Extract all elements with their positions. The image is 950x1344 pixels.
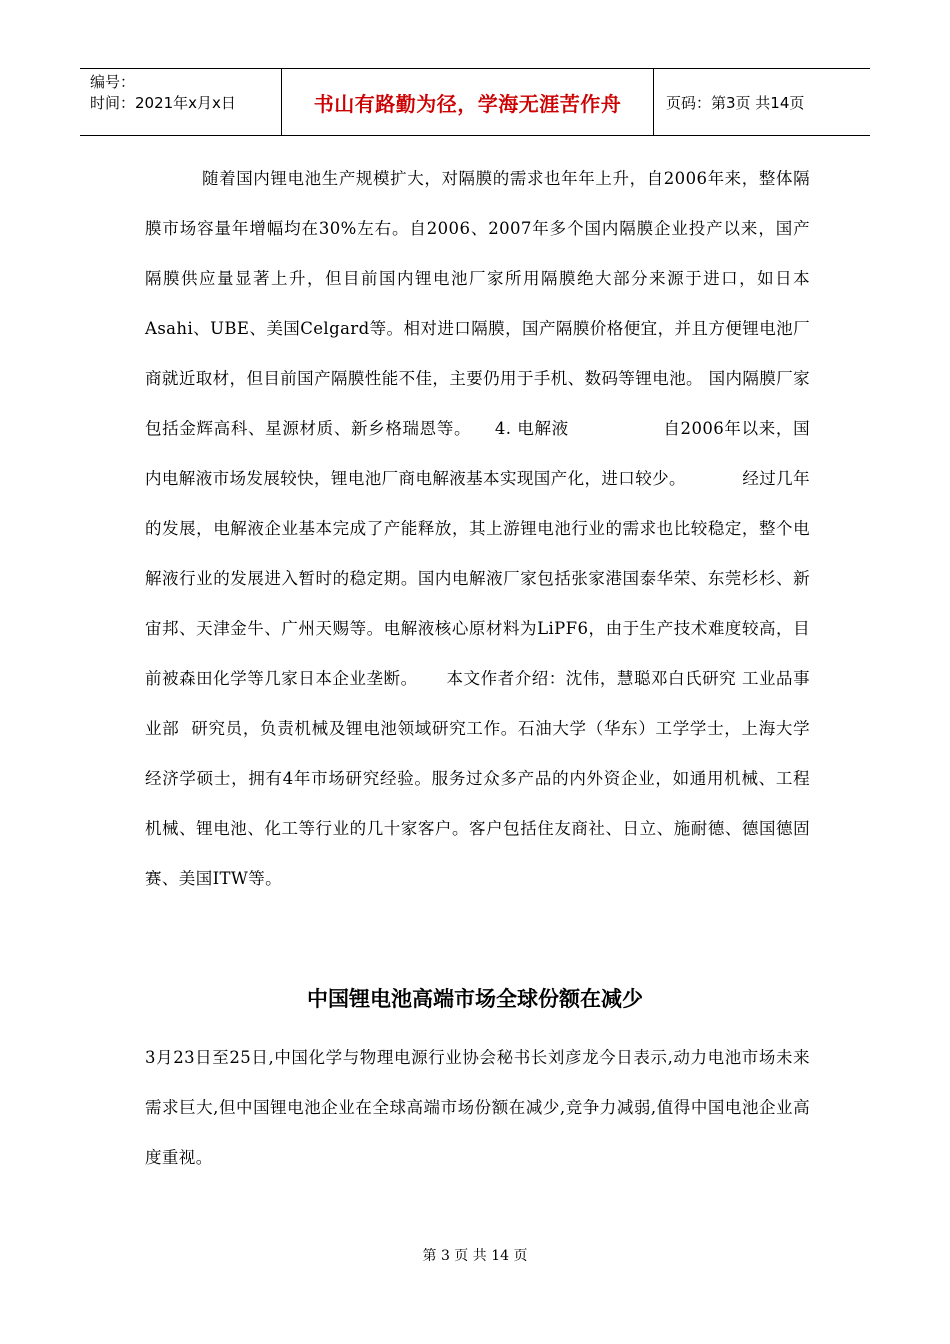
document-date: 时间：2021年x月x日 bbox=[90, 94, 236, 112]
page-footer: 第 3 页 共 14 页 bbox=[422, 1248, 528, 1264]
header-meta bbox=[80, 69, 282, 135]
header-motto: 书山有路勤为径，学海无涯苦作舟 bbox=[282, 69, 654, 135]
header-page-info: 页码：第3页 共14页 bbox=[666, 93, 805, 112]
body-paragraph-1: 随着国内锂电池生产规模扩大，对隔膜的需求也年年上升，自2006年来，整体隔膜市场容量年增幅均在30%左右。自2006、2007年多个国内隔膜企业投产以来，国产隔膜供应量显著上升，但目前国内锂电池厂家所用隔膜绝大部分来源于进口，如日本Asahi、UBE、美国Celgard等。相对进口隔膜，国产隔膜价格便宜，并且方便锂电池厂商就近取材，但目前国产隔膜性能不佳，主要仍用于手机、数码等锂电池。 国内隔膜厂家包括金辉高科、星源材质、新乡格瑞恩等。 4. 电解液 自2006年以来，国内电解液市场发展较快，锂电池厂商电解液基本实现国产化，进口较少。 经过几年的发展，电解液企业基本完成了产能释放，其上游锂电池行业的需求也比较稳定，整个电解液行业的发展进入暂时的稳定期。国内电解液厂家包括张家港国泰华荣、东莞杉杉、新宙邦、天津金牛、广州天赐等。电解液核心原材料为LiPF6，由于生产技术难度较高，目前被森田化学等几家日本企业垄断。 本文作者介绍：沈伟，慧聪邓白氏研究 工业品事业部 研究员，负责机械及锂电池领域研究工作。石油大学（华东）工学学士，上海大学经济学硕士，拥有4年市场研究经验。服务过众多产品的内外资企业，如通用机械、工程机械、锂电池、化工等行业的几十家客户。客户包括住友商社、日立、施耐德、德国德固赛、美国ITW等。 bbox=[145, 169, 810, 888]
section-title: 中国锂电池高端市场全球份额在减少 bbox=[307, 987, 643, 1011]
document-number-label: 编号： bbox=[90, 73, 136, 91]
body-paragraph-2: 3月23日至25日,中国化学与物理电源行业协会秘书长刘彦龙今日表示,动力电池市场未来需求巨大,但中国锂电池企业在全球高端市场份额在减少,竞争力减弱,值得中国电池企业高度重视。 bbox=[145, 1048, 810, 1167]
page-header bbox=[80, 68, 870, 136]
